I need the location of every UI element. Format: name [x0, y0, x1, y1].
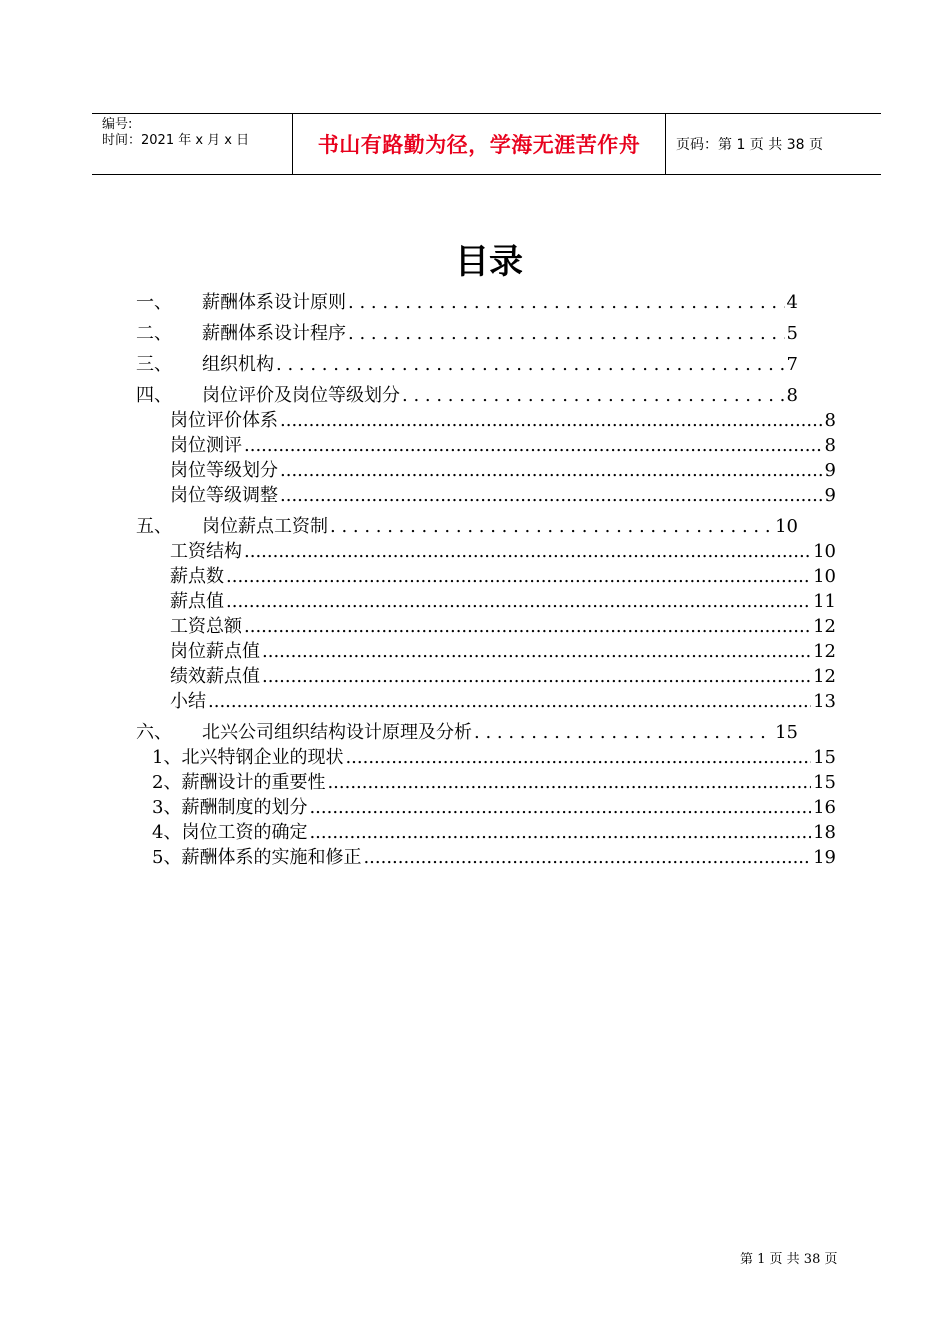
toc-leader-dots [348, 290, 785, 315]
toc-leader-dots [309, 820, 811, 845]
header-left-cell [92, 114, 293, 174]
toc-subentry-5c[interactable] [170, 589, 836, 614]
toc-entry-text: 薪点值 [170, 591, 224, 612]
toc-leader-dots [244, 539, 811, 564]
toc-subentry-5g[interactable] [170, 689, 836, 714]
toc-entry-page: 8 [824, 435, 836, 456]
toc-leader-dots [309, 795, 811, 820]
toc-entry-2[interactable] [136, 321, 798, 346]
toc-leader-dots [348, 321, 785, 346]
toc-subentry-5b[interactable] [170, 564, 836, 589]
toc-entry-1[interactable] [136, 290, 798, 315]
toc-entry-6[interactable] [136, 720, 798, 745]
toc-entry-number: 六、 [136, 722, 172, 743]
toc-entry-number: 四、 [136, 385, 172, 406]
toc-leader-dots [280, 408, 823, 433]
toc-entry-page: 12 [813, 616, 836, 637]
toc-entry-text: 岗位等级调整 [170, 485, 278, 506]
toc-entry-text: 薪点数 [170, 566, 224, 587]
toc-entry-page: 10 [813, 541, 836, 562]
time-label: 时间：2021 年 x 月 x 日 [102, 133, 250, 148]
toc-entry-page: 11 [813, 591, 836, 612]
toc-entry-text: 岗位薪点值 [170, 641, 260, 662]
toc-entry-page: 8 [824, 410, 836, 431]
toc-entry-text: 3、薪酬制度的划分 [152, 797, 308, 818]
toc-leader-dots [226, 589, 811, 614]
toc-entry-text: 薪酬体系设计程序 [202, 323, 346, 344]
toc-leader-dots [276, 352, 785, 377]
toc-subentry-4d[interactable] [170, 483, 836, 508]
toc-entry-page: 10 [775, 516, 798, 537]
toc-entry-page: 15 [775, 722, 798, 743]
toc-leader-dots [262, 639, 811, 664]
toc-leader-dots [244, 433, 823, 458]
toc-entry-text: 岗位薪点工资制 [202, 516, 328, 537]
toc-subentry-6b[interactable] [152, 770, 836, 795]
page-footer: 第 1 页 共 38 页 [740, 1252, 838, 1267]
toc-entry-page: 15 [813, 747, 836, 768]
toc-leader-dots [280, 483, 823, 508]
toc-entry-text: 组织机构 [202, 354, 274, 375]
toc-entry-5[interactable] [136, 514, 798, 539]
toc-entry-page: 8 [786, 385, 798, 406]
toc-entry-page: 12 [813, 641, 836, 662]
toc-subentry-5e[interactable] [170, 639, 836, 664]
page-info: 页码：第 1 页 共 38 页 [676, 137, 823, 153]
toc-subentry-5f[interactable] [170, 664, 836, 689]
toc-entry-text: 岗位测评 [170, 435, 242, 456]
toc-entry-number: 二、 [136, 323, 172, 344]
page-title: 目录 [455, 242, 523, 282]
toc-entry-text: 4、岗位工资的确定 [152, 822, 308, 843]
toc-entry-text: 5、薪酬体系的实施和修正 [152, 847, 362, 868]
toc-subentry-4a[interactable] [170, 408, 836, 433]
toc-leader-dots [208, 689, 811, 714]
header-motto-cell [293, 114, 666, 174]
toc-entry-text: 北兴公司组织结构设计原理及分析 [202, 722, 472, 743]
toc-entry-number: 三、 [136, 354, 172, 375]
toc-entry-page: 9 [824, 460, 836, 481]
toc-leader-dots [262, 664, 811, 689]
toc-entry-text: 1、北兴特钢企业的现状 [152, 747, 344, 768]
toc-entry-page: 7 [786, 354, 798, 375]
toc-entry-page: 5 [786, 323, 798, 344]
toc-entry-page: 16 [813, 797, 836, 818]
toc-leader-dots [363, 845, 811, 870]
toc-entry-page: 13 [813, 691, 836, 712]
toc-entry-number: 五、 [136, 516, 172, 537]
motto-text: 书山有路勤为径，学海无涯苦作舟 [317, 133, 641, 157]
toc-leader-dots [345, 745, 811, 770]
toc-subentry-5d[interactable] [170, 614, 836, 639]
toc-entry-page: 19 [813, 847, 836, 868]
toc-entry-text: 2、薪酬设计的重要性 [152, 772, 326, 793]
toc-entry-text: 岗位等级划分 [170, 460, 278, 481]
toc-entry-text: 岗位评价体系 [170, 410, 278, 431]
toc-subentry-4c[interactable] [170, 458, 836, 483]
toc-entry-text: 工资总额 [170, 616, 242, 637]
number-label: 编号: [102, 117, 133, 132]
toc-entry-number: 一、 [136, 292, 172, 313]
toc-entry-text: 工资结构 [170, 541, 242, 562]
toc-subentry-4b[interactable] [170, 433, 836, 458]
toc-leader-dots [244, 614, 811, 639]
toc-leader-dots [327, 770, 811, 795]
toc-leader-dots [474, 720, 773, 745]
toc-leader-dots [402, 383, 785, 408]
toc-subentry-6c[interactable] [152, 795, 836, 820]
toc-entry-4[interactable] [136, 383, 798, 408]
toc-entry-3[interactable] [136, 352, 798, 377]
header-page-cell [666, 114, 881, 174]
toc-entry-page: 10 [813, 566, 836, 587]
toc-entry-page: 9 [824, 485, 836, 506]
toc-entry-page: 4 [786, 292, 798, 313]
toc-entry-text: 绩效薪点值 [170, 666, 260, 687]
toc-entry-page: 15 [813, 772, 836, 793]
toc-leader-dots [226, 564, 811, 589]
toc-entry-text: 薪酬体系设计原则 [202, 292, 346, 313]
toc-leader-dots [330, 514, 773, 539]
toc-entry-page: 12 [813, 666, 836, 687]
toc-entry-text: 岗位评价及岗位等级划分 [202, 385, 400, 406]
toc-subentry-5a[interactable] [170, 539, 836, 564]
toc-entry-page: 18 [813, 822, 836, 843]
toc-leader-dots [280, 458, 823, 483]
toc-subentry-6d[interactable] [152, 820, 836, 845]
toc-subentry-6a[interactable] [152, 745, 836, 770]
toc-entry-text: 小结 [170, 691, 206, 712]
document-header [92, 113, 881, 175]
toc-subentry-6e[interactable] [152, 845, 836, 870]
